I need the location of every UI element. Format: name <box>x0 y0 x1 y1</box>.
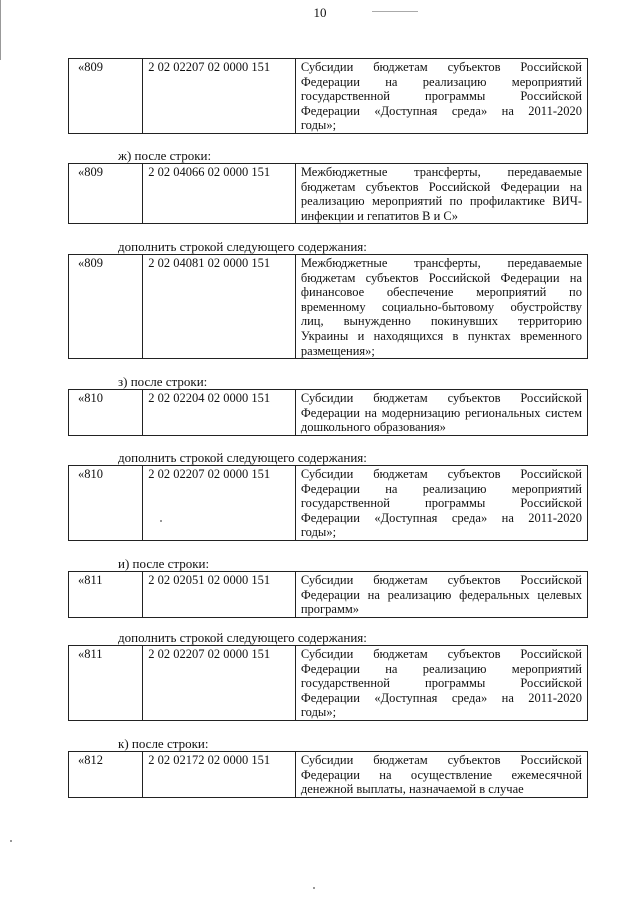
description-line: Межбюджетные трансферты, передаваемые <box>300 256 582 270</box>
description-line: Федерации на осуществление ежемесячной <box>300 767 582 782</box>
kbk-table-block-5 <box>68 571 588 618</box>
page-number: 10 <box>313 5 327 20</box>
kbk-table-block-1 <box>68 163 588 224</box>
description-line: Субсидии бюджетам субъектов Российской <box>300 647 582 661</box>
description-line: годы»; <box>300 705 337 720</box>
admin-code-cell: «810 <box>69 466 143 541</box>
kbk-code-cell: 2 02 04081 02 0000 151 <box>143 255 296 359</box>
description-line: государственной программы Российской <box>300 89 582 104</box>
table-row <box>69 572 588 618</box>
description-cell <box>295 164 587 224</box>
kbk-table-block-3 <box>68 389 588 436</box>
kbk-table-block-0 <box>68 58 588 134</box>
description-line: Федерации на реализацию мероприятий <box>300 481 582 496</box>
description-line: Межбюджетные трансферты, передаваемые <box>300 165 582 179</box>
admin-code-cell: «809 <box>69 164 143 224</box>
description-line: государственной программы Российской <box>300 496 582 511</box>
instruction-caption: з) после строки: <box>118 374 208 389</box>
admin-code-cell: «811 <box>69 646 143 721</box>
instruction-caption: ж) после строки: <box>118 148 212 163</box>
description-line: Украины и находящихся в пунктах временного <box>300 328 582 343</box>
description-line: бюджетам субъектов Российской Федерации на <box>300 270 582 285</box>
kbk-table-block-4 <box>68 465 588 541</box>
description-line: Федерации «Доступная среда» на 2011-2020 <box>300 103 582 118</box>
description-line: Субсидии бюджетам субъектов Российской <box>300 753 582 767</box>
description-cell <box>295 59 587 134</box>
description-line: временному социально-бытовому обустройству <box>300 299 582 314</box>
admin-code-cell: «809 <box>69 59 143 134</box>
description-line: Субсидии бюджетам субъектов Российской <box>300 573 582 587</box>
table-row <box>69 390 588 436</box>
description-line: инфекции и гепатитов В и С» <box>300 208 458 223</box>
description-line: Субсидии бюджетам субъектов Российской <box>300 391 582 405</box>
scan-speck <box>10 840 12 842</box>
description-line: бюджетам субъектов Российской Федерации на <box>300 179 582 194</box>
description-cell <box>295 646 587 721</box>
kbk-code-cell: 2 02 02207 02 0000 151 <box>143 466 296 541</box>
admin-code-cell: «810 <box>69 390 143 436</box>
kbk-code-cell: 2 02 02207 02 0000 151 <box>143 646 296 721</box>
description-cell <box>295 752 587 798</box>
header-rule <box>372 11 418 12</box>
table-row <box>69 255 588 359</box>
description-line: Федерации «Доступная среда» на 2011-2020 <box>300 510 582 525</box>
description-line: размещения»; <box>300 343 375 358</box>
table-row <box>69 59 588 134</box>
scan-speck <box>313 887 315 889</box>
table-row <box>69 466 588 541</box>
description-cell <box>295 255 587 359</box>
description-cell <box>295 390 587 436</box>
description-line: реализацию мероприятий по профилактике ВИЧ- <box>300 194 582 209</box>
description-line: Федерации на реализацию федеральных целевых <box>300 587 582 602</box>
instruction-caption: дополнить строкой следующего содержания: <box>118 239 367 254</box>
kbk-code-cell: 2 02 02051 02 0000 151 <box>143 572 296 618</box>
description-line: денежной выплаты, назначаемой в случае <box>300 782 524 797</box>
instruction-caption: дополнить строкой следующего содержания: <box>118 450 367 465</box>
admin-code-cell: «812 <box>69 752 143 798</box>
table-row <box>69 164 588 224</box>
kbk-table-block-2 <box>68 254 588 359</box>
description-line: дошкольного образования» <box>300 420 446 435</box>
scan-speck <box>160 520 162 522</box>
description-line: Субсидии бюджетам субъектов Российской <box>300 467 582 481</box>
kbk-code-cell: 2 02 04066 02 0000 151 <box>143 164 296 224</box>
admin-code-cell: «811 <box>69 572 143 618</box>
description-line: годы»; <box>300 118 337 133</box>
table-row <box>69 752 588 798</box>
instruction-caption: дополнить строкой следующего содержания: <box>118 630 367 645</box>
description-cell <box>295 572 587 618</box>
instruction-caption: и) после строки: <box>118 556 210 571</box>
description-line: Федерации на реализацию мероприятий <box>300 661 582 676</box>
description-line: государственной программы Российской <box>300 676 582 691</box>
kbk-code-cell: 2 02 02204 02 0000 151 <box>143 390 296 436</box>
description-line: годы»; <box>300 525 337 540</box>
description-line: лиц, вынужденно покинувших территорию <box>300 314 582 329</box>
table-row <box>69 646 588 721</box>
admin-code-cell: «809 <box>69 255 143 359</box>
kbk-code-cell: 2 02 02207 02 0000 151 <box>143 59 296 134</box>
description-line: финансовое обеспечение мероприятий по <box>300 285 582 300</box>
description-line: Федерации на модернизацию региональных систем <box>300 405 582 420</box>
description-line: Федерации на реализацию мероприятий <box>300 74 582 89</box>
description-line: Субсидии бюджетам субъектов Российской <box>300 60 582 74</box>
instruction-caption: к) после строки: <box>118 736 209 751</box>
kbk-table-block-7 <box>68 751 588 798</box>
kbk-table-block-6 <box>68 645 588 721</box>
kbk-code-cell: 2 02 02172 02 0000 151 <box>143 752 296 798</box>
description-line: программ» <box>300 602 360 617</box>
description-line: Федерации «Доступная среда» на 2011-2020 <box>300 690 582 705</box>
description-cell <box>295 466 587 541</box>
